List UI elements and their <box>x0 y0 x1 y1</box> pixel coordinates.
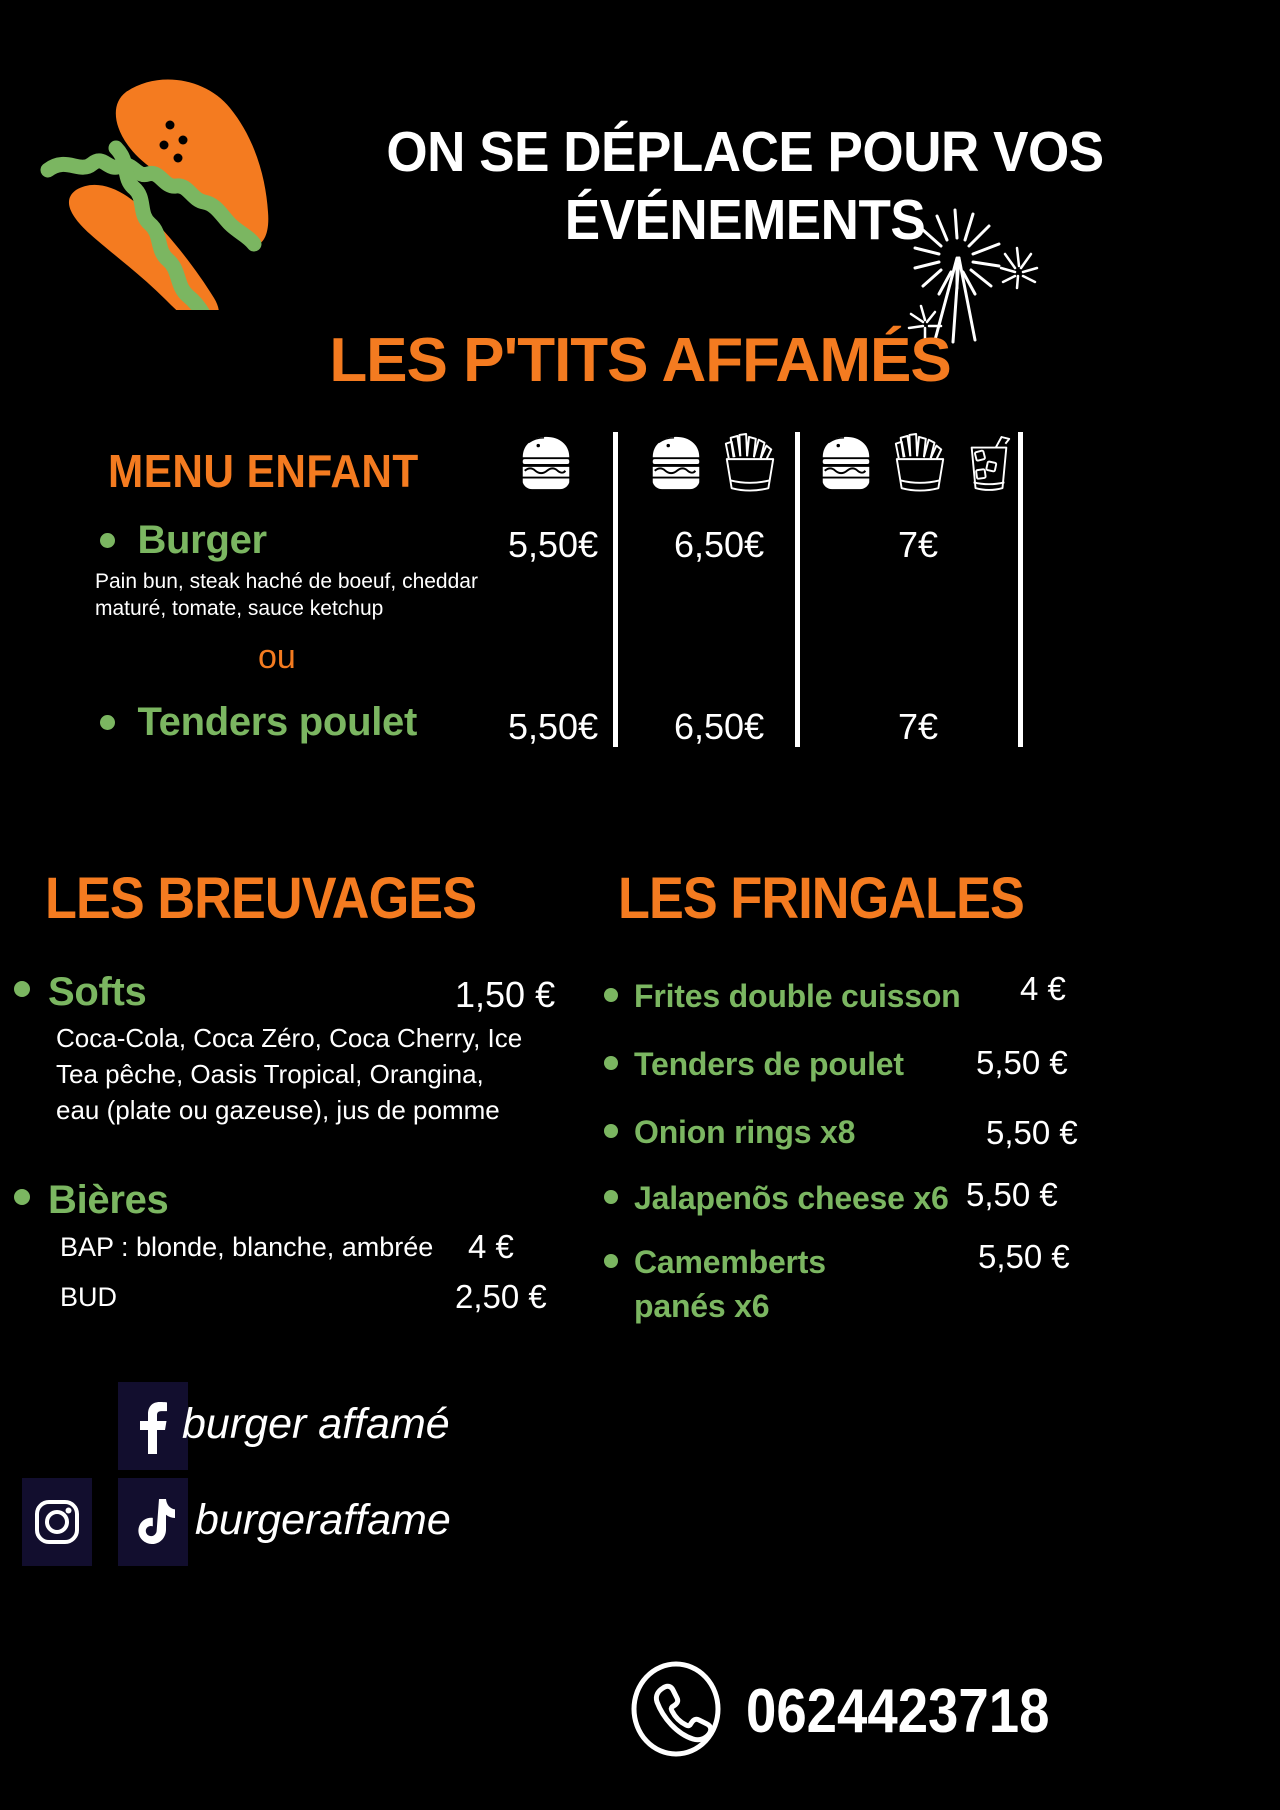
phone-icon <box>630 1660 722 1763</box>
list-bullet <box>14 1189 30 1205</box>
list-bullet <box>604 1124 618 1138</box>
burger-hotdog-logo <box>18 40 328 310</box>
snack-item-name: Jalapenõs cheese x6 <box>634 1180 949 1216</box>
kids-item-name: Burger <box>137 518 267 562</box>
kids-separator-ou: ou <box>258 638 296 676</box>
kids-price-col2: 6,50€ <box>674 706 765 747</box>
phone-number[interactable]: 0624423718 <box>746 1677 1050 1746</box>
burger-icon <box>515 432 577 499</box>
kids-section-title: LES P'TITS AFFAMÉS <box>329 326 951 395</box>
list-bullet <box>604 988 618 1002</box>
list-bullet <box>100 715 115 730</box>
fries-icon <box>721 432 779 499</box>
kids-price-col1: 5,50€ <box>508 706 599 747</box>
snacks-section-title: LES FRINGALES <box>618 866 1024 931</box>
header-tagline-line2: ÉVÉNEMENTS <box>564 188 926 252</box>
kids-price-col3: 7€ <box>898 524 939 565</box>
snack-item-name: Frites double cuisson <box>634 978 961 1014</box>
list-bullet <box>604 1056 618 1070</box>
drinks-group-softs <box>14 970 147 1015</box>
phone-contact[interactable] <box>630 1660 1091 1763</box>
instagram-icon[interactable] <box>22 1478 92 1566</box>
facebook-handle[interactable]: burger affamé <box>182 1400 450 1448</box>
snack-item-name: Camemberts panés x6 <box>634 1244 826 1324</box>
burger-icon <box>645 432 707 499</box>
kids-price-col2: 6,50€ <box>674 524 765 565</box>
beer-price: 4 € <box>468 1228 514 1265</box>
drinks-softs-description: Coca-Cola, Coca Zéro, Coca Cherry, Ice Tea pêche, Oasis Tropical, Orangina, eau (plate ou gazeuse), jus de pomme <box>56 1023 523 1125</box>
beer-price: 2,50 € <box>455 1278 547 1315</box>
drinks-group-name: Softs <box>48 970 147 1014</box>
menu-enfant-label: MENU ENFANT <box>108 445 419 497</box>
column-2-icons <box>645 432 779 499</box>
list-bullet <box>14 981 30 997</box>
kids-item-name: Tenders poulet <box>137 700 417 744</box>
kids-price-col3: 7€ <box>898 706 939 747</box>
fries-icon <box>891 432 949 499</box>
snack-item-price: 4 € <box>1020 970 1066 1007</box>
kids-item-burger <box>100 518 1280 574</box>
beer-label: BUD <box>60 1282 118 1312</box>
facebook-icon[interactable] <box>118 1382 188 1470</box>
snack-item <box>604 1042 1024 1086</box>
snack-item-name: Onion rings x8 <box>634 1114 856 1150</box>
column-1-icons <box>515 432 577 499</box>
drinks-group-name: Bières <box>48 1178 169 1222</box>
snack-item-price: 5,50 € <box>978 1238 1070 1275</box>
snack-item <box>604 1110 1024 1154</box>
column-3-icons <box>815 432 1015 499</box>
snack-item-name: Tenders de poulet <box>634 1046 904 1082</box>
kids-price-col1: 5,50€ <box>508 524 599 565</box>
list-bullet <box>604 1254 618 1268</box>
drinks-section-title: LES BREUVAGES <box>45 866 477 931</box>
header <box>0 0 1280 355</box>
snack-item <box>604 974 1024 1018</box>
snack-item <box>604 1240 904 1328</box>
drink-icon <box>963 432 1015 499</box>
list-bullet <box>100 533 115 548</box>
snack-item-price: 5,50 € <box>986 1114 1078 1151</box>
tiktok-icon[interactable] <box>118 1478 188 1566</box>
list-bullet <box>604 1190 618 1204</box>
kids-item-description: Pain bun, steak haché de boeuf, cheddar maturé, tomate, sauce ketchup <box>95 570 478 620</box>
snack-item-price: 5,50 € <box>976 1044 1068 1081</box>
instagram-tiktok-handle[interactable]: burgeraffame <box>195 1496 451 1544</box>
drinks-group-price: 1,50 € <box>455 974 556 1015</box>
snack-item-price: 5,50 € <box>966 1176 1058 1213</box>
header-tagline-line1: ON SE DÉPLACE POUR VOS <box>386 120 1104 184</box>
beer-label: BAP : blonde, blanche, ambrée <box>60 1232 434 1262</box>
burger-icon <box>815 432 877 499</box>
kids-item-tenders <box>100 700 1280 756</box>
drinks-group-bieres <box>14 1178 169 1223</box>
